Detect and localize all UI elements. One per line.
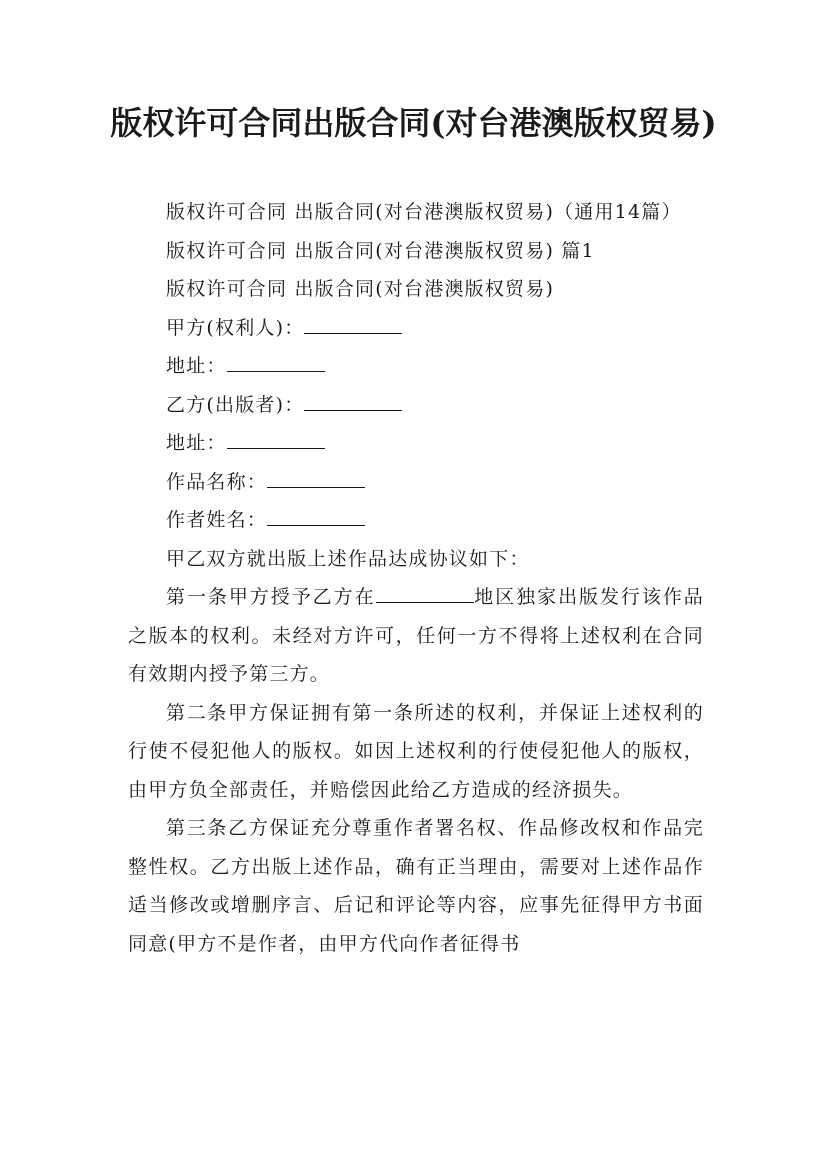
party-b-address-line: [128, 424, 704, 463]
author-name-label: 作者姓名：: [166, 509, 268, 531]
party-a-label: 甲方(权利人)：: [166, 316, 305, 339]
paragraph-intro: 版权许可合同 出版合同(对台港澳版权贸易)（通用14篇）: [166, 201, 682, 223]
party-a-address-line: [128, 347, 704, 386]
author-name-line: [128, 501, 704, 540]
author-name-blank: [267, 506, 365, 526]
article-1-region-blank: [376, 583, 474, 603]
paragraph-section-heading: 版权许可合同 出版合同(对台港澳版权贸易) 篇1: [166, 239, 595, 262]
article-2: 第二条甲方保证拥有第一条所述的权利，并保证上述权利的行使不侵犯他人的版权。如因上述权利的行使侵犯他人的版权，由甲方负全部责任，并赔偿因此给乙方造成的经济损失。: [128, 701, 704, 801]
work-title-line: [128, 463, 704, 502]
party-b-address-blank: [227, 429, 325, 449]
party-a-address-blank: [227, 352, 325, 372]
party-a-line: [128, 309, 704, 348]
article-1-after: 地区独家出版发行该作品之版本的权利。未经对方许可，任何一方不得将上述权利在合同有效期内授予第三方。: [128, 586, 704, 685]
party-b-line: [128, 386, 704, 425]
article-3: 第三条乙方保证充分尊重作者署名权、作品修改权和作品完整性权。乙方出版上述作品，确有正当理由，需要对上述作品作适当修改或增删序言、后记和评论等内容，应事先征得甲方书面同意(甲方不是作者，由甲方代向作者征得书: [128, 817, 704, 955]
party-a-address-label: 地址：: [166, 355, 227, 377]
paragraph-agreement: 甲乙双方就出版上述作品达成协议如下：: [166, 547, 530, 570]
work-title-label: 作品名称：: [166, 470, 268, 493]
document-body: [128, 193, 704, 963]
document-title: 版权许可合同出版合同(对台港澳版权贸易): [110, 104, 717, 142]
work-title-blank: [267, 468, 365, 488]
paragraph-contract-name: 版权许可合同 出版合同(对台港澳版权贸易): [166, 278, 555, 300]
party-b-label: 乙方(出版者)：: [166, 393, 305, 416]
article-1-before: 第一条甲方授予乙方在: [166, 586, 376, 608]
party-a-blank: [304, 314, 402, 334]
article-1: [128, 578, 704, 694]
party-b-address-label: 地址：: [166, 432, 227, 454]
party-b-blank: [304, 391, 402, 411]
